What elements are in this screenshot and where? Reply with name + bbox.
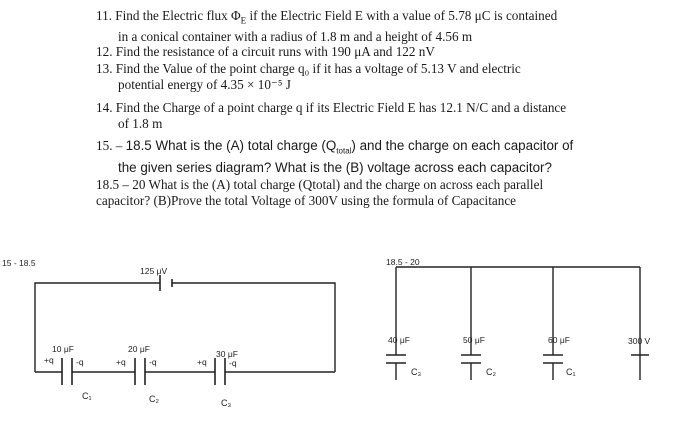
parallel-circuit: [386, 267, 649, 380]
question-text: Find the Value of the point charge q₀ if it has a voltage of 5.13 V and electric: [115, 61, 521, 76]
question-number: 14.: [96, 100, 113, 115]
parallel-cap1-value: 40 μF: [388, 335, 410, 345]
parallel-cap3-name: C₁: [566, 367, 576, 377]
question-text: 20 What is the (A) total charge (Qtotal) and the charge on across each parallel: [132, 177, 544, 192]
question-number: 13.: [96, 61, 113, 76]
question-text: if the Electric Field E with a value of 5.78 μC is contained: [246, 8, 558, 23]
question-number: 11.: [96, 8, 112, 23]
parallel-cap2-name: C₂: [486, 367, 496, 377]
series-cap2-minus: -q: [149, 357, 157, 367]
series-cap1-name: C₁: [82, 391, 92, 401]
parallel-source-label: 300 V: [628, 336, 651, 346]
question-text-cont: in a conical container with a radius of 1.8 m and a height of 4.56 m: [118, 28, 473, 44]
question-number: 15. –: [96, 138, 123, 153]
series-cap3-plus: +q: [197, 357, 207, 367]
parallel-cap1-name: C₃: [411, 367, 422, 377]
series-cap1-plus: +q: [44, 355, 54, 365]
question-number: 18.5 –: [96, 177, 129, 192]
series-cap1-value: 10 μF: [52, 344, 74, 354]
series-cap3-value: 30 μF: [216, 349, 238, 359]
question-text-cont: capacitor? (B)Prove the total Voltage of 300V using the formula of Capacitance: [96, 193, 517, 208]
question-text-cont: the given series diagram? What is the (B) voltage across each capacitor?: [118, 159, 552, 175]
question-text: Find the resistance of a circuit runs with 190 μA and 122 nV: [115, 44, 435, 59]
series-cap1-minus: -q: [76, 357, 84, 367]
subscript: E: [240, 15, 247, 26]
series-cap2-name: C₂: [149, 394, 159, 404]
series-source-label: 125 μV: [140, 266, 168, 276]
question-text: 18.5 What is the (A) total charge (Q: [125, 138, 337, 153]
series-cap3-name: C₃: [221, 398, 232, 408]
subscript: total: [336, 146, 352, 156]
parallel-cap2-value: 50 μF: [463, 335, 485, 345]
question-text-cont: of 1.8 m: [118, 116, 163, 131]
question-number: 12.: [96, 44, 113, 59]
question-text: Find the Electric flux Φ: [115, 8, 241, 23]
series-title: 15 - 18.5: [2, 258, 36, 268]
question-text-cont: potential energy of 4.35 × 10⁻⁵ J: [118, 77, 291, 92]
parallel-title: 18.5 - 20: [386, 257, 420, 267]
series-cap3-minus: -q: [229, 358, 237, 368]
parallel-cap3-value: 60 μF: [548, 335, 570, 345]
series-cap2-plus: +q: [116, 357, 126, 367]
series-circuit: [35, 275, 335, 385]
question-text: Find the Charge of a point charge q if its Electric Field E has 12.1 N/C and a distance: [115, 100, 567, 115]
question-text: ) and the charge on each capacitor of: [351, 138, 574, 153]
series-cap2-value: 20 μF: [128, 344, 150, 354]
